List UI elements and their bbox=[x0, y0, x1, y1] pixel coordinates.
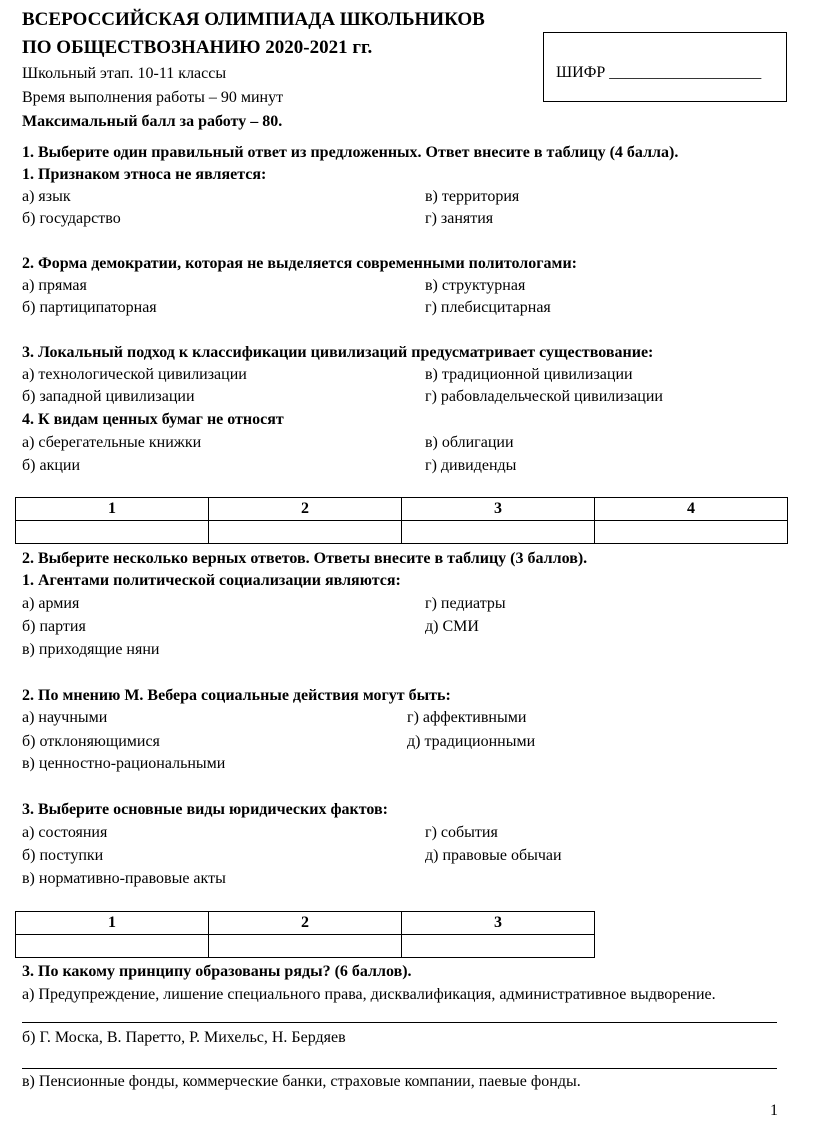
task1-q4-option-g: г) дивиденды bbox=[425, 457, 517, 474]
table-header-cell: 1 bbox=[16, 912, 209, 935]
task2-q1-option-a: а) армия bbox=[22, 595, 80, 612]
task3-heading: 3. По какому принципу образованы ряды? (6 баллов). bbox=[22, 963, 412, 980]
task1-q4-text: 4. К видам ценных бумаг не относят bbox=[22, 411, 284, 428]
task1-answer-table bbox=[15, 497, 788, 544]
answer-cell[interactable] bbox=[209, 521, 402, 544]
table-header-cell: 3 bbox=[402, 498, 595, 521]
max-score: Максимальный балл за работу – 80. bbox=[22, 113, 283, 130]
task2-q2-option-a: а) научными bbox=[22, 709, 108, 726]
task1-q3-option-b: б) западной цивилизации bbox=[22, 388, 195, 405]
task2-answer-table bbox=[15, 911, 595, 958]
answer-cell[interactable] bbox=[16, 521, 209, 544]
table-header-cell: 2 bbox=[209, 498, 402, 521]
task2-q3-text: 3. Выберите основные виды юридических фактов: bbox=[22, 801, 388, 818]
table-header-row bbox=[16, 912, 595, 935]
table-header-cell: 4 bbox=[595, 498, 788, 521]
task1-q2-option-g: г) плебисцитарная bbox=[425, 299, 551, 316]
task2-q1-option-g: г) педиатры bbox=[425, 595, 506, 612]
task1-q2-option-b: б) партиципаторная bbox=[22, 299, 157, 316]
task2-q1-option-d: д) СМИ bbox=[425, 618, 479, 635]
task1-heading: 1. Выберите один правильный ответ из предложенных. Ответ внесите в таблицу (4 балла). bbox=[22, 144, 679, 161]
task2-q2-option-d: д) традиционными bbox=[407, 733, 536, 750]
task2-q3-option-a: а) состояния bbox=[22, 824, 108, 841]
task1-q2-text: 2. Форма демократии, которая не выделяется современными политологами: bbox=[22, 255, 577, 272]
answer-cell[interactable] bbox=[209, 935, 402, 958]
cipher-label: ШИФР ___________________ bbox=[556, 64, 762, 81]
task1-q2-option-v: в) структурная bbox=[425, 277, 526, 294]
task1-q1-option-g: г) занятия bbox=[425, 210, 494, 227]
task2-q3-option-v: в) нормативно-правовые акты bbox=[22, 870, 226, 887]
task2-q1-option-b: б) партия bbox=[22, 618, 86, 635]
cipher-box bbox=[543, 32, 787, 102]
answer-cell[interactable] bbox=[402, 935, 595, 958]
task1-q3-text: 3. Локальный подход к классификации цивилизаций предусматривает существование: bbox=[22, 344, 654, 361]
title-line-1: ВСЕРОССИЙСКАЯ ОЛИМПИАДА ШКОЛЬНИКОВ bbox=[22, 9, 485, 30]
task1-q3-option-a: а) технологической цивилизации bbox=[22, 366, 247, 383]
task2-q3-option-g: г) события bbox=[425, 824, 498, 841]
answer-cell[interactable] bbox=[16, 935, 209, 958]
task3-row-a: а) Предупреждение, лишение специального права, дисквалификация, административное выдворение. bbox=[22, 986, 716, 1003]
task1-q4-option-a: а) сберегательные книжки bbox=[22, 434, 202, 451]
task1-q3-option-g: г) рабовладельческой цивилизации bbox=[425, 388, 663, 405]
table-header-cell: 1 bbox=[16, 498, 209, 521]
page-number: 1 bbox=[770, 1102, 778, 1119]
task2-q2-option-b: б) отклоняющимися bbox=[22, 733, 160, 750]
task1-q3-option-v: в) традиционной цивилизации bbox=[425, 366, 633, 383]
task1-q1-option-v: в) территория bbox=[425, 188, 520, 205]
task2-heading: 2. Выберите несколько верных ответов. Ответы внесите в таблицу (3 баллов). bbox=[22, 550, 588, 567]
task2-q3-option-b: б) поступки bbox=[22, 847, 104, 864]
table-header-cell: 2 bbox=[209, 912, 402, 935]
table-answer-row bbox=[16, 935, 595, 958]
title-line-2: ПО ОБЩЕСТВОЗНАНИЮ 2020-2021 гг. bbox=[22, 37, 373, 58]
answer-cell[interactable] bbox=[595, 521, 788, 544]
table-answer-row bbox=[16, 521, 788, 544]
task1-q4-option-v: в) облигации bbox=[425, 434, 514, 451]
task2-q1-option-v: в) приходящие няни bbox=[22, 641, 160, 658]
task1-q1-option-b: б) государство bbox=[22, 210, 121, 227]
task1-q1-option-a: а) язык bbox=[22, 188, 71, 205]
time-info: Время выполнения работы – 90 минут bbox=[22, 89, 284, 106]
task2-q2-text: 2. По мнению М. Вебера социальные действия могут быть: bbox=[22, 687, 451, 704]
table-header-row bbox=[16, 498, 788, 521]
task3-row-v: в) Пенсионные фонды, коммерческие банки, страховые компании, паевые фонды. bbox=[22, 1073, 581, 1090]
task2-q2-option-g: г) аффективными bbox=[407, 709, 527, 726]
table-header-cell: 3 bbox=[402, 912, 595, 935]
stage-info: Школьный этап. 10-11 классы bbox=[22, 65, 227, 82]
task2-q3-option-d: д) правовые обычаи bbox=[425, 847, 562, 864]
task2-q1-text: 1. Агентами политической социализации являются: bbox=[22, 572, 401, 589]
answer-cell[interactable] bbox=[402, 521, 595, 544]
task1-q4-option-b: б) акции bbox=[22, 457, 81, 474]
answer-line[interactable] bbox=[22, 1068, 777, 1069]
task1-q1-text: 1. Признаком этноса не является: bbox=[22, 166, 267, 183]
answer-line[interactable] bbox=[22, 1022, 777, 1023]
task1-q2-option-a: а) прямая bbox=[22, 277, 87, 294]
task2-q2-option-v: в) ценностно-рациональными bbox=[22, 755, 226, 772]
task3-row-b: б) Г. Моска, В. Паретто, Р. Михельс, Н. Бердяев bbox=[22, 1029, 346, 1046]
